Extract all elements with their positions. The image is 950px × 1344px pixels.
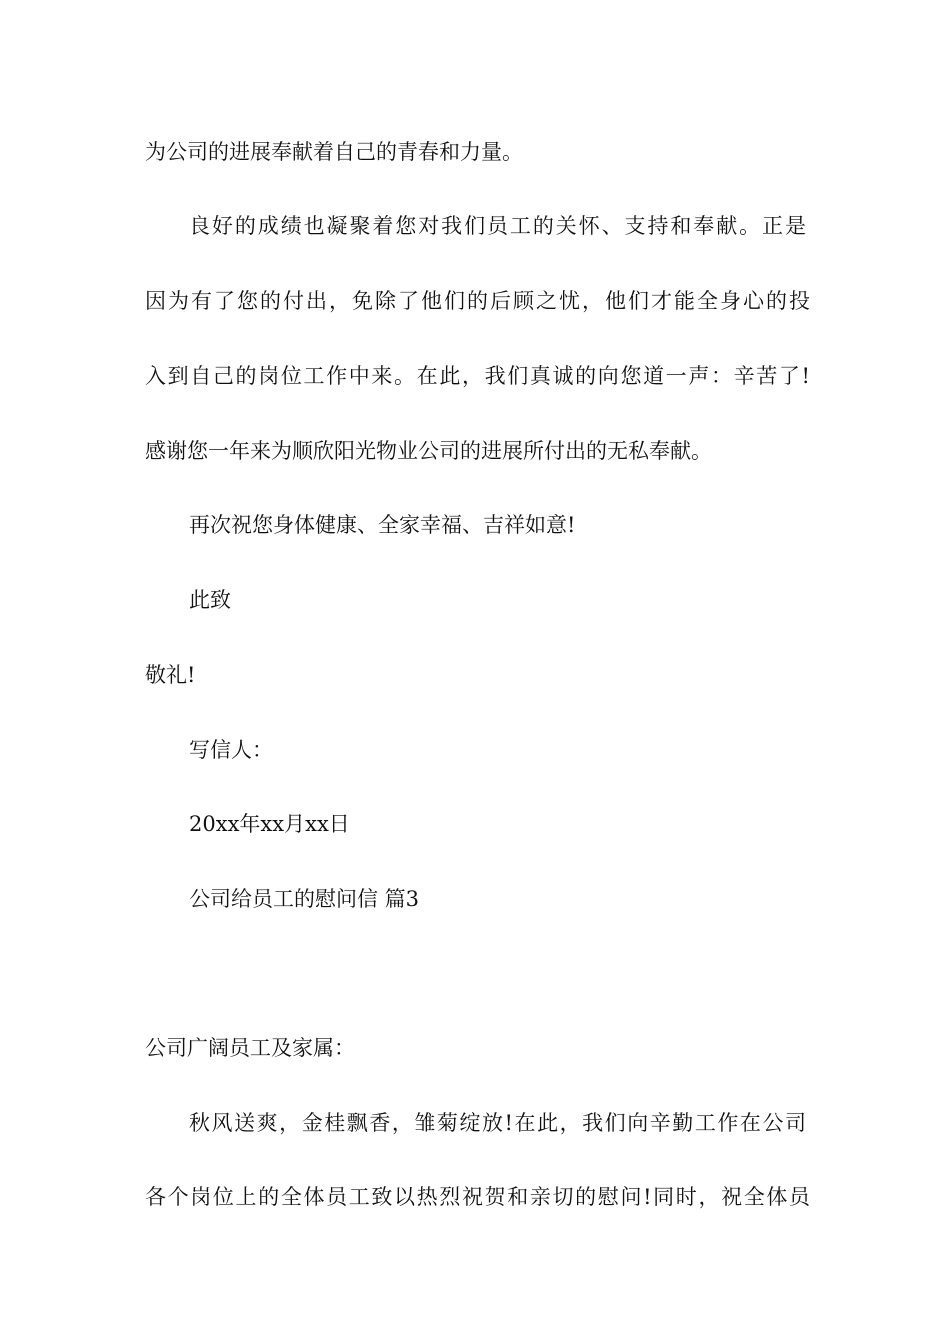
text-line-salutation: 公司广阔员工及家属： xyxy=(145,1036,355,1060)
text-line-salute: 敬礼! xyxy=(145,663,196,687)
section-heading: 公司给员工的慰问信 篇3 xyxy=(189,887,420,911)
text-line-paragraph-2b: 各个岗位上的全体员工致以热烈祝贺和亲切的慰问!同时，祝全体员 xyxy=(145,1185,810,1209)
text-line-wishes: 再次祝您身体健康、全家幸福、吉祥如意! xyxy=(189,513,576,537)
text-line-paragraph-1: 良好的成绩也凝聚着您对我们员工的关怀、支持和奉献。正是 xyxy=(189,214,806,238)
text-line-paragraph-1b: 因为有了您的付出，免除了他们的后顾之忧，他们才能全身心的投 xyxy=(145,289,810,313)
text-line-paragraph-2: 秋风送爽，金桂飘香，雏菊绽放!在此，我们向辛勤工作在公司 xyxy=(189,1111,806,1135)
text-line-signature: 写信人： xyxy=(189,738,273,762)
text-line-paragraph-1d: 感谢您一年来为顺欣阳光物业公司的进展所付出的无私奉献。 xyxy=(145,439,712,463)
text-line-paragraph-1c: 入到自己的岗位工作中来。在此，我们真诚的向您道一声：辛苦了! xyxy=(145,364,810,388)
text-line-closing: 此致 xyxy=(189,588,231,612)
text-line-date: 20xx年xx月xx日 xyxy=(189,812,350,836)
text-line-continuation: 为公司的进展奉献着自己的青春和力量。 xyxy=(145,140,523,164)
